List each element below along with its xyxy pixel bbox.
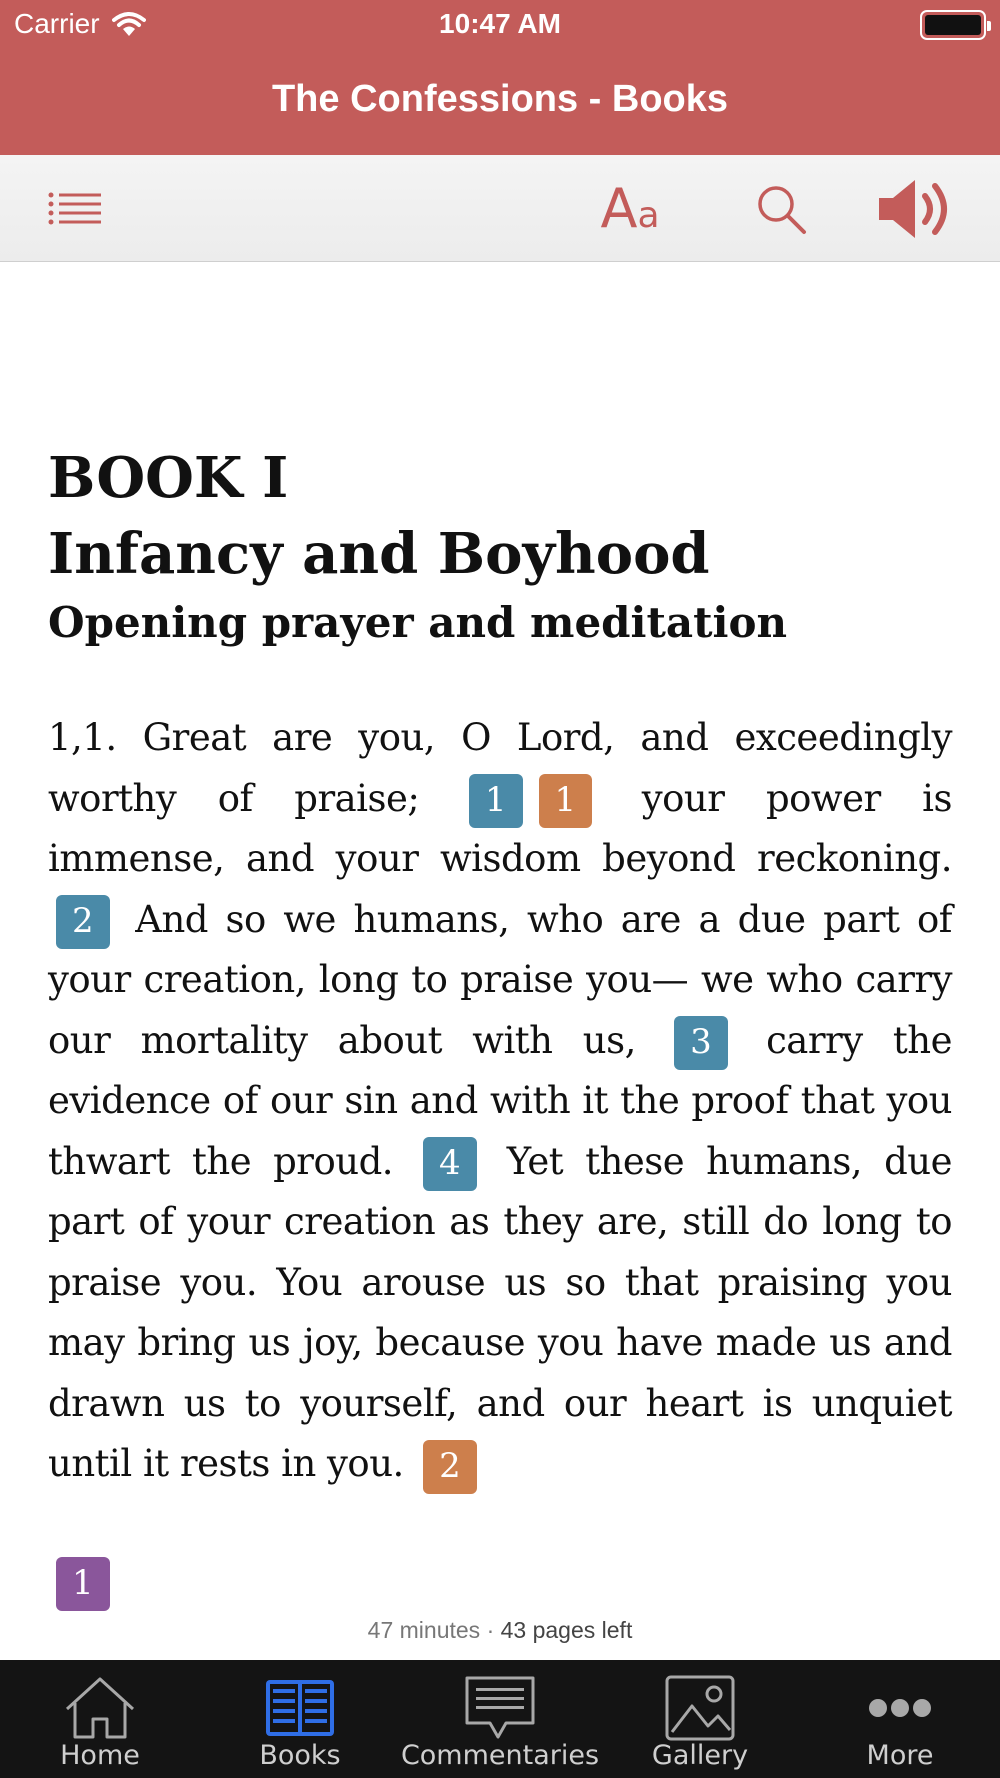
- tab-label: Home: [60, 1740, 140, 1771]
- reader-toolbar: [0, 155, 1000, 262]
- text-segment: 1,1. Great are you, O Lord, and exceedingly worthy of praise;: [48, 716, 952, 820]
- footnote-marker[interactable]: 3: [674, 1016, 728, 1070]
- book-subtitle: Infancy and Boyhood: [48, 521, 710, 587]
- text-segment: Yet these humans, due part of your creation as they are, still do long to praise you. You arouse us so that praising you may bring us joy, because you have made us and drawn us to yourself, and our heart is unquiet until it rests in you.: [48, 1139, 952, 1485]
- gallery-marker-row: [48, 1557, 952, 1611]
- commentary-marker[interactable]: 2: [423, 1440, 477, 1494]
- text-segment: your power is immense, and your wisdom beyond reckoning.: [48, 776, 952, 880]
- tab-commentaries[interactable]: [400, 1660, 600, 1778]
- tab-books[interactable]: [200, 1660, 400, 1778]
- minutes-left: 47 minutes: [367, 1617, 481, 1643]
- page-title: The Confessions - Books: [271, 78, 729, 120]
- footnote-marker[interactable]: 1: [469, 774, 523, 828]
- status-time: 10:47 AM: [439, 8, 561, 39]
- commentary-marker[interactable]: 1: [539, 774, 593, 828]
- reading-progress: [0, 1617, 1000, 1644]
- more-dots-icon: [868, 1698, 932, 1718]
- speech-bubble-icon: [464, 1675, 536, 1741]
- gallery-marker[interactable]: 1: [56, 1557, 110, 1611]
- carrier-label: Carrier: [14, 8, 100, 39]
- progress-separator: ·: [486, 1617, 495, 1643]
- tab-label: Commentaries: [400, 1740, 600, 1771]
- tab-label: Gallery: [651, 1740, 749, 1771]
- reading-content: [48, 440, 952, 1611]
- picture-icon: [664, 1674, 736, 1742]
- house-icon: [63, 1675, 137, 1741]
- tab-more[interactable]: [800, 1660, 1000, 1778]
- tab-label: More: [866, 1740, 934, 1771]
- audio-button[interactable]: [870, 155, 960, 262]
- table-of-contents-button[interactable]: [40, 155, 110, 262]
- app-header: [0, 0, 1000, 155]
- footnote-marker[interactable]: 2: [56, 895, 110, 949]
- tab-label: Books: [259, 1740, 341, 1771]
- pages-left: 43 pages left: [500, 1617, 633, 1643]
- search-icon: [755, 183, 807, 235]
- tab-bar: [0, 1660, 1000, 1778]
- battery-icon: [920, 10, 986, 40]
- list-icon: [48, 192, 102, 226]
- tab-gallery[interactable]: [600, 1660, 800, 1778]
- tab-home[interactable]: [0, 1660, 200, 1778]
- footnote-marker[interactable]: 4: [423, 1137, 477, 1191]
- book-title: BOOK I: [48, 445, 289, 511]
- text-segment: And so we humans, who are a due part of your creation, long to praise you— we who carry our mortality about with us,: [48, 897, 952, 1062]
- open-book-icon: [264, 1676, 336, 1740]
- search-button[interactable]: [748, 155, 813, 262]
- section-heading: Opening prayer and meditation: [48, 598, 788, 647]
- font-size-button[interactable]: [585, 155, 675, 262]
- speaker-icon: [877, 178, 953, 240]
- font-size-icon: Aa: [600, 177, 660, 240]
- text-paragraph: [48, 708, 952, 1495]
- text-segment: carry the evidence of our sin and with it the proof that you thwart the proud.: [48, 1018, 953, 1183]
